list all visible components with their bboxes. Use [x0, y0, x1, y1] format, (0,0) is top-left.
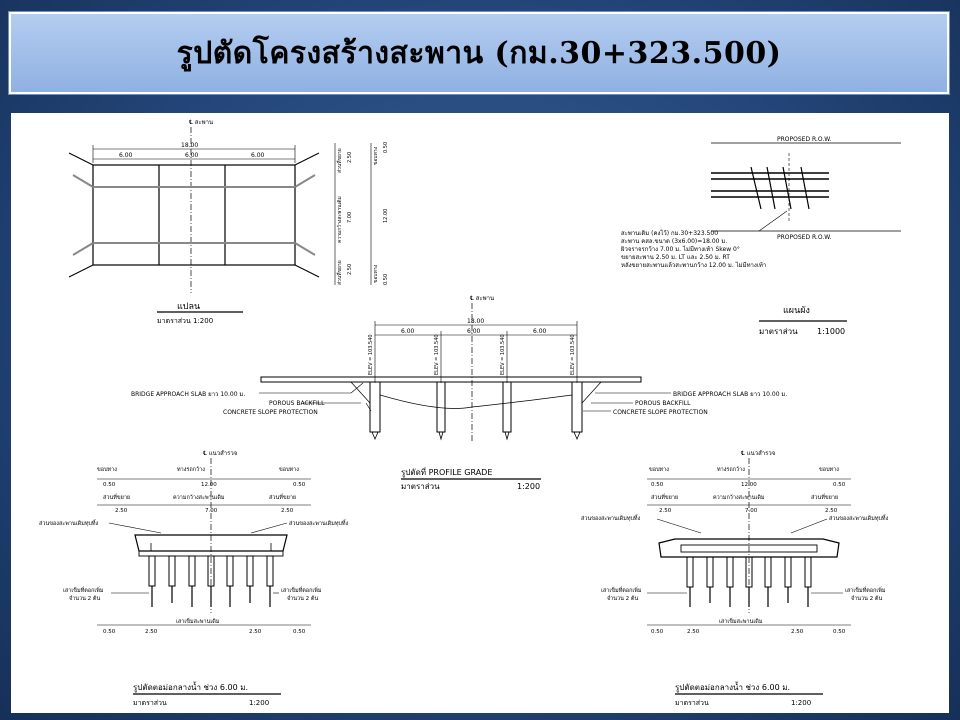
layout-row-top: PROPOSED R.O.W.	[777, 136, 832, 143]
sr-base-edge-right: 0.50	[833, 629, 846, 635]
plan-centerline-label: ℄ สะพาน	[189, 119, 214, 126]
sr-road-val: 12.00	[741, 482, 757, 488]
plan-scale: มาตราส่วน 1:200	[157, 317, 214, 325]
sl-old-val: 7.00	[205, 508, 218, 514]
section-right	[581, 450, 889, 707]
layout-note-4: ขยายสะพาน 2.50 ม. LT และ 2.50 ม. RT	[621, 254, 730, 261]
plan-span-1: 6.00	[119, 152, 133, 159]
layout-scale-label: มาตราส่วน	[759, 327, 798, 336]
sr-edge-right: ขอบทาง	[819, 467, 839, 473]
sl-widen-left: ส่วนที่ขยาย	[103, 495, 131, 501]
profile-slope-left: CONCRETE SLOPE PROTECTION	[223, 409, 318, 416]
sr-pile-add-right: เสาเข็มที่ตอกเพิ่ม	[845, 588, 886, 594]
sl-pile-add-right: เสาเข็มที่ตอกเพิ่ม	[281, 588, 322, 594]
sr-widen-val-left: 2.50	[659, 508, 672, 514]
layout-view	[621, 136, 901, 336]
sl-pile-count-right: จำนวน 2 ต้น	[287, 596, 319, 602]
sl-pile-count-left: จำนวน 2 ต้น	[69, 596, 101, 602]
plan-dim-4: 2.50	[347, 263, 353, 275]
sr-scale-label: มาตราส่วน	[675, 699, 709, 707]
sl-demolish-right: ส่วนของสะพานเดิมทุบทิ้ง	[289, 521, 349, 527]
sr-edge-val-left: 0.50	[651, 482, 664, 488]
profile-centerline-label: ℄ สะพาน	[470, 295, 495, 302]
profile-approach-slab-right: BRIDGE APPROACH SLAB ยาว 10.00 ม.	[673, 391, 788, 398]
title-bar	[9, 12, 949, 94]
drawing-sheet	[11, 113, 949, 713]
sl-road-val: 12.00	[201, 482, 217, 488]
profile-backfill-left: POROUS BACKFILL	[269, 400, 325, 407]
profile-scale-value: 1:200	[517, 482, 541, 491]
sr-widen-val-right: 2.50	[825, 508, 838, 514]
plan-dim-3: 12.00	[383, 208, 389, 223]
sl-edge-val-right: 0.50	[293, 482, 306, 488]
plan-span-3: 6.00	[251, 152, 265, 159]
sr-widen-left: ส่วนที่ขยาย	[651, 495, 679, 501]
profile-elev-1: ELEV = 103.540	[368, 334, 374, 375]
sr-widen-right: ส่วนที่ขยาย	[811, 495, 839, 501]
layout-title: แผนผัง	[783, 306, 810, 316]
profile-scale-label: มาตราส่วน	[401, 482, 440, 491]
layout-note-2: สะพาน คสล.ขนาด (3x6.00)=18.00 ม.	[621, 238, 728, 245]
sl-centerline: ℄ แนวสำรวจ	[203, 450, 238, 457]
sl-widen-right: ส่วนที่ขยาย	[269, 495, 297, 501]
layout-note-1: สะพานเดิม (คงไว้) กม.30+323.500	[621, 230, 719, 237]
sr-old-val: 7.00	[745, 508, 758, 514]
profile-title: รูปตัดที่ PROFILE GRADE	[401, 468, 493, 477]
sl-scale-label: มาตราส่วน	[133, 699, 167, 707]
sr-pile-count-left: จำนวน 2 ต้น	[607, 596, 639, 602]
sr-demolish-left: ส่วนของสะพานเดิมทุบทิ้ง	[581, 516, 641, 522]
layout-note-3: ผิวจราจรกว้าง 7.00 ม. ไม่มีทางเท้า Skew 0°	[621, 246, 740, 253]
sl-pile-old: เสาเข็มสะพานเดิม	[176, 619, 220, 625]
plan-dim-0: 0.50	[383, 141, 389, 153]
slide-title: รูปตัดโครงสร้างสะพาน (กม.30+323.500)	[176, 35, 782, 71]
profile-slope-right: CONCRETE SLOPE PROTECTION	[613, 409, 708, 416]
profile-span-2: 6.00	[467, 328, 481, 335]
layout-row-bottom: PROPOSED R.O.W.	[777, 234, 832, 241]
sr-edge-left: ขอบทาง	[649, 467, 669, 473]
profile-view	[131, 295, 787, 491]
plan-total-span: 18.00	[181, 142, 199, 149]
sr-road-width: ทางรถกว้าง	[717, 467, 745, 473]
profile-total-span: 18.00	[467, 318, 485, 325]
sr-old-width: ความกว้างสะพานเดิม	[713, 495, 765, 501]
plan-dim-5: 0.50	[383, 273, 389, 285]
sl-base-edge-left: 0.50	[103, 629, 116, 635]
sl-edge-val-left: 0.50	[103, 482, 116, 488]
sl-base-widen-left: 2.50	[145, 629, 158, 635]
engineering-drawing	[11, 113, 949, 713]
sr-pile-count-right: จำนวน 2 ต้น	[851, 596, 883, 602]
layout-note-5: หลังขยายสะพานแล้วสะพานกว้าง 12.00 ม. ไม่มีทางเท้า	[621, 262, 767, 269]
section-left	[39, 450, 349, 707]
profile-span-1: 6.00	[401, 328, 415, 335]
profile-approach-slab-left: BRIDGE APPROACH SLAB ยาว 10.00 ม.	[131, 391, 246, 398]
plan-side-label-3: ส่วนที่ขยาย	[337, 260, 343, 285]
plan-side-label-0: ขอบทาง	[373, 146, 379, 165]
sr-pile-old: เสาเข็มสะพานเดิม	[719, 619, 763, 625]
sr-title: รูปตัดตอม่อกลางน้ำ ช่วง 6.00 ม.	[675, 683, 791, 692]
profile-elev-2: ELEV = 103.540	[434, 334, 440, 375]
sl-base-edge-right: 0.50	[293, 629, 306, 635]
sl-edge-right: ขอบทาง	[279, 467, 299, 473]
sr-edge-val-right: 0.50	[833, 482, 846, 488]
sr-base-widen-left: 2.50	[687, 629, 700, 635]
sl-road-width: ทางรถกว้าง	[177, 467, 205, 473]
plan-dim-1: 2.50	[347, 151, 353, 163]
sr-base-edge-left: 0.50	[651, 629, 664, 635]
sl-widen-val-right: 2.50	[281, 508, 294, 514]
layout-scale-value: 1:1000	[817, 327, 846, 336]
sl-base-widen-right: 2.50	[249, 629, 262, 635]
plan-side-label-4: ขอบทาง	[373, 264, 379, 283]
plan-dim-2: 7.00	[347, 211, 353, 223]
profile-span-3: 6.00	[533, 328, 547, 335]
plan-side-label-2: ความกว้างสะพานเดิม	[337, 196, 343, 243]
profile-elev-4: ELEV = 103.540	[570, 334, 576, 375]
sl-old-width: ความกว้างสะพานเดิม	[173, 495, 225, 501]
plan-view	[69, 119, 389, 325]
sl-scale-value: 1:200	[249, 699, 270, 707]
plan-side-label-1: ส่วนที่ขยาย	[337, 148, 343, 173]
profile-elev-3: ELEV = 103.540	[500, 334, 506, 375]
plan-title: แปลน	[177, 302, 201, 312]
sl-widen-val-left: 2.50	[115, 508, 128, 514]
profile-backfill-right: POROUS BACKFILL	[635, 400, 691, 407]
sl-demolish-left: ส่วนของสะพานเดิมทุบทิ้ง	[39, 521, 99, 527]
sr-scale-value: 1:200	[791, 699, 812, 707]
sr-centerline: ℄ แนวสำรวจ	[741, 450, 776, 457]
plan-span-2: 6.00	[185, 152, 199, 159]
sr-pile-add-left: เสาเข็มที่ตอกเพิ่ม	[601, 588, 642, 594]
sr-base-widen-right: 2.50	[791, 629, 804, 635]
sl-title: รูปตัดตอม่อกลางน้ำ ช่วง 6.00 ม.	[133, 683, 249, 692]
sr-demolish-right: ส่วนของสะพานเดิมทุบทิ้ง	[829, 516, 889, 522]
sl-edge-left: ขอบทาง	[97, 467, 117, 473]
sl-pile-add-left: เสาเข็มที่ตอกเพิ่ม	[63, 588, 104, 594]
